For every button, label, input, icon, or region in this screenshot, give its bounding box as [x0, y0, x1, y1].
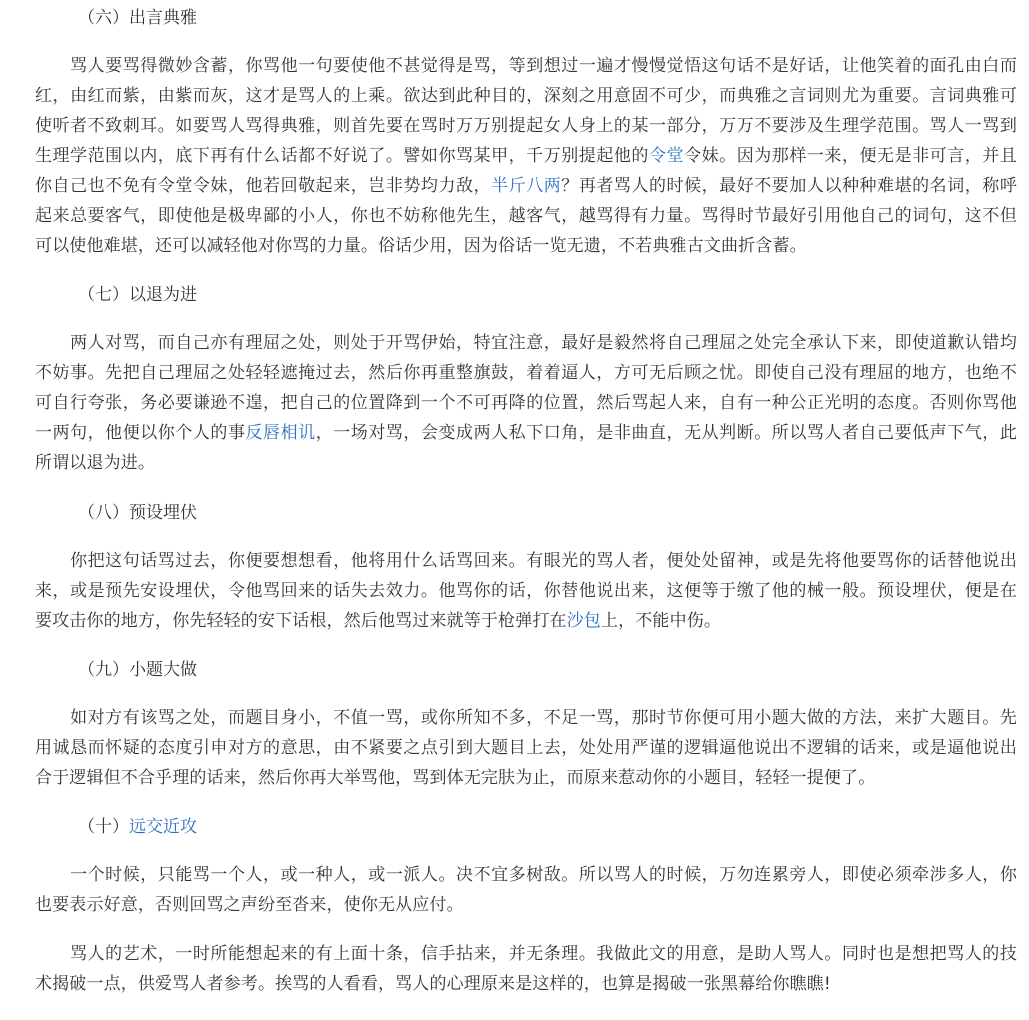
text-line: 骂人要骂得微妙含蓄，你骂他一句要使他不甚觉得是骂，等到想过一遍才慢慢觉悟这句话不是好话，让他笑着的面孔由白而 — [35, 56, 1017, 76]
text-run: 要攻击你的地方，你先轻轻的安下话根，然后他骂过来就等于枪弹打在 — [35, 611, 567, 631]
text-line: 也要表示好意，否则回骂之声纷至沓来，使你无从应付。 — [35, 895, 464, 915]
text-line: 可自行夸张，务必要谦逊不遑，把自己的位置降到一个不可再降的位置，然后骂起人来，自有一种公正光明的态度。否则你骂他 — [35, 393, 1017, 413]
section-heading-6: （六）出言典雅 — [78, 8, 197, 28]
section-heading-8: （八）预设埋伏 — [78, 503, 197, 523]
text-line: 起来总要客气，即使他是极卑鄙的小人，你也不妨称他先生，越客气，越骂得有力量。骂得时节最好引用他自己的词句，这不但 — [35, 206, 1017, 226]
text-line: 两人对骂，而自己亦有理屈之处，则处于开骂伊始，特宜注意，最好是毅然将自己理屈之处完全承认下来，即使道歉认错均 — [35, 333, 1017, 353]
text-line: 不妨事。先把自己理屈之处轻轻遮掩过去，然后你再重整旗鼓，着着逼人，方可无后顾之忧。即使自己没有理屈的地方，也绝不 — [35, 363, 1017, 383]
link-lingtang[interactable]: 令堂 — [648, 146, 685, 166]
text-run: 上，不能中伤。 — [600, 611, 722, 631]
text-line: 合于逻辑但不合乎理的话来，然后你再大举骂他，骂到体无完肤为止，而原来惹动你的小题目，轻轻一提便了。 — [35, 768, 876, 788]
section-paragraph-6 — [35, 51, 1017, 261]
link-fanchunxiangji[interactable]: 反唇相讥 — [245, 423, 316, 443]
section-paragraph-10 — [35, 860, 1017, 920]
section-paragraph-8 — [35, 546, 1017, 636]
text-line: 你把这句话骂过去，你便要想想看，他将用什么话骂回来。有眼光的骂人者，便处处留神，或是先将他要骂你的话替他说出 — [35, 551, 1017, 571]
section-paragraph-7 — [35, 328, 1017, 478]
section-paragraph-9 — [35, 703, 1017, 793]
text-line: 如对方有该骂之处，而题目身小，不值一骂，或你所知不多，不足一骂，那时节你便可用小题大做的方法，来扩大题目。先 — [35, 708, 1017, 728]
text-run: ？再者骂人的时候，最好不要加人以种种难堪的名词，称呼 — [561, 176, 1017, 196]
text-line: 一个时候，只能骂一个人，或一种人，或一派人。决不宜多树敌。所以骂人的时候，万勿连累旁人，即使必须牵涉多人，你 — [35, 865, 1017, 885]
text-line: 来，或是预先安设埋伏，令他骂回来的话失去效力。他骂你的话，你替他说出来，这便等于缴了他的械一般。预设埋伏，便是在 — [35, 581, 1017, 601]
text-run: 你自己也不免有令堂令妹，他若回敬起来，岂非势均力敌， — [35, 176, 492, 196]
text-line: 用诚恳而怀疑的态度引申对方的意思，由不紧要之点引到大题目上去，处处用严谨的逻辑逼他说出不逻辑的话来，或是逼他说出 — [35, 738, 1017, 758]
section-heading-9: （九）小题大做 — [78, 660, 197, 680]
section-heading-7: （七）以退为进 — [78, 285, 197, 305]
text-line — [35, 171, 1017, 201]
closing-paragraph — [35, 939, 1017, 999]
text-line: 所谓以退为进。 — [35, 453, 156, 473]
text-line: 可以使他难堪，还可以减轻他对你骂的力量。俗话少用，因为俗话一览无遗，不若典雅古文曲折含蓄。 — [35, 236, 807, 256]
text-run: 生理学范围以内，底下再有什么话都不好说了。譬如你骂某甲，千万别提起他的 — [35, 146, 649, 166]
link-shabao[interactable]: 沙包 — [566, 611, 601, 631]
heading-prefix: （十） — [78, 817, 129, 837]
text-run: ，一场对骂，会变成两人私下口角，是非曲直，无从判断。所以骂人者自己要低声下气，此 — [315, 423, 1017, 443]
text-line — [35, 606, 1017, 636]
text-run: 一两句，他便以你个人的事 — [35, 423, 246, 443]
section-heading-10 — [78, 817, 197, 837]
link-banjinbaliang[interactable]: 半斤八两 — [491, 176, 562, 196]
text-run: 令妹。因为那样一来，便无是非可言，并且 — [684, 146, 1017, 166]
text-line: 骂人的艺术，一时所能想起来的有上面十条，信手拈来，并无条理。我做此文的用意，是助人骂人。同时也是想把骂人的技 — [35, 944, 1017, 964]
text-line — [35, 141, 1017, 171]
text-line: 术揭破一点，供爱骂人者参考。挨骂的人看看，骂人的心理原来是这样的，也算是揭破一张黑幕给你瞧瞧! — [35, 974, 831, 994]
text-line — [35, 418, 1017, 448]
text-line: 红，由红而紫，由紫而灰，这才是骂人的上乘。欲达到此种目的，深刻之用意固不可少，而典雅之言词则尤为重要。言词典雅可 — [35, 86, 1017, 106]
text-line: 使听者不致刺耳。如要骂人骂得典雅，则首先要在骂时万万别提起女人身上的某一部分，万万不要涉及生理学范围。骂人一骂到 — [35, 116, 1017, 136]
link-yuanjiaojingong[interactable]: 远交近攻 — [129, 817, 197, 837]
